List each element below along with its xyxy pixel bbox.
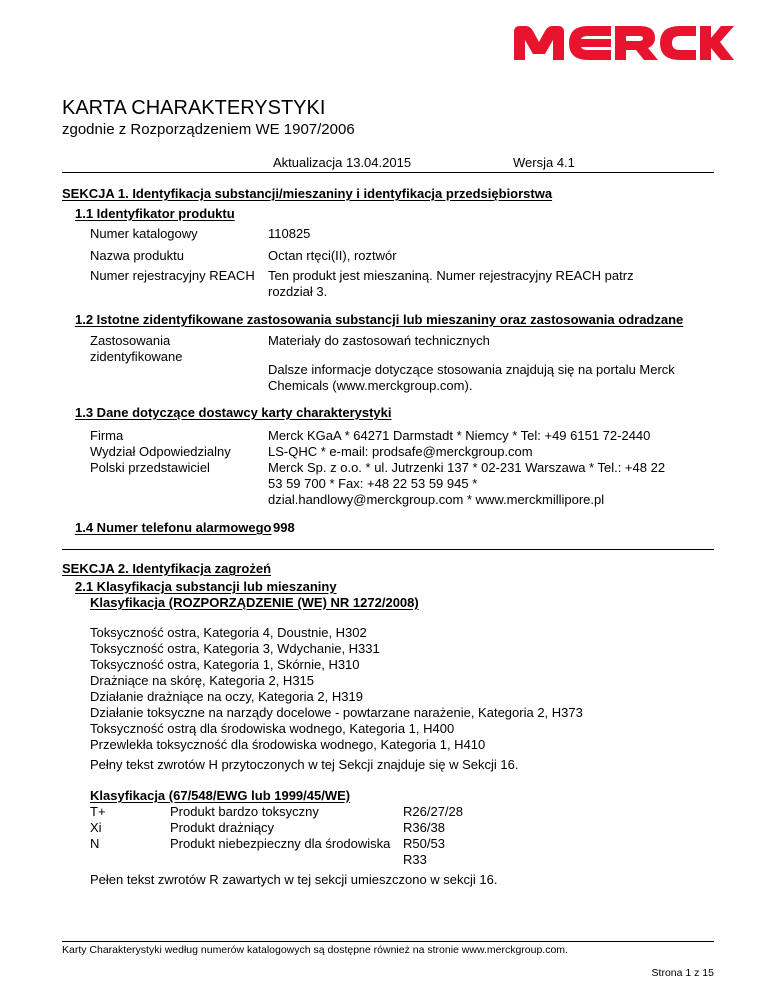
- r-phrase: R26/27/28: [403, 804, 463, 819]
- document-title: KARTA CHARAKTERYSTYKI: [62, 97, 326, 119]
- document-subtitle: zgodnie z Rozporządzeniem WE 1907/2006: [62, 121, 355, 138]
- h-statements-note: Pełny tekst zwrotów H przytoczonych w tej Sekcji znajduje się w Sekcji 16.: [90, 757, 519, 772]
- footer-note: Karty Charakterystyki według numerów katalogowych są dostępne również na stronie www.merckgroup.com.: [62, 944, 568, 956]
- hazard-list-item: Toksyczność ostra, Kategoria 4, Doustnie, H302: [90, 625, 367, 640]
- catalog-value: 110825: [268, 226, 311, 241]
- uses-label-line-2: zidentyfikowane: [90, 349, 183, 364]
- subsection-1-4-heading: 1.4 Numer telefonu alarmowego: [75, 520, 272, 535]
- firm-value: Merck KGaA * 64271 Darmstadt * Niemcy * Tel: +49 6151 72-2440: [268, 428, 651, 443]
- hazard-description: Produkt bardzo toksyczny: [170, 804, 319, 819]
- department-value: LS-QHC * e-mail: prodsafe@merckgroup.com: [268, 444, 533, 459]
- page-number: Strona 1 z 15: [651, 967, 714, 979]
- product-name-label: Nazwa produktu: [90, 248, 184, 263]
- header-divider: [62, 172, 714, 173]
- reach-value-line-1: Ten produkt jest mieszaniną. Numer rejestracyjny REACH patrz: [268, 268, 634, 283]
- hazard-description: Produkt drażniący: [170, 820, 275, 835]
- hazard-list-item: Toksyczność ostra, Kategoria 1, Skórnie, H310: [90, 657, 360, 672]
- hazard-list-item: Przewlekła toksyczność dla środowiska wodnego, Kategoria 1, H410: [90, 737, 486, 752]
- hazard-symbol: Xi: [90, 820, 102, 835]
- hazard-list-item: Drażniące na skórę, Kategoria 2, H315: [90, 673, 315, 688]
- hazard-symbol: T+: [90, 804, 106, 819]
- representative-value-line-1: Merck Sp. z o.o. * ul. Jutrzenki 137 * 02-231 Warszawa * Tel.: +48 22: [268, 460, 666, 475]
- r-phrase: R36/38: [403, 820, 445, 835]
- uses-value: Materiały do zastosowań technicznych: [268, 333, 490, 348]
- firm-label: Firma: [90, 428, 124, 443]
- r-phrase: R33: [403, 852, 427, 867]
- representative-label: Polski przedstawiciel: [90, 460, 210, 475]
- uses-info-line-1: Dalsze informacje dotyczące stosowania znajdują się na portalu Merck: [268, 362, 675, 377]
- hazard-list-item: Działanie toksyczne na narządy docelowe - powtarzane narażenie, Kategoria 2, H373: [90, 705, 583, 720]
- footer-divider: [62, 941, 714, 942]
- section-2-heading: SEKCJA 2. Identyfikacja zagrożeń: [62, 561, 272, 576]
- hazard-description: Produkt niebezpieczny dla środowiska: [170, 836, 391, 851]
- clp-classification-heading: Klasyfikacja (ROZPORZĄDZENIE (WE) NR 1272/2008): [90, 595, 419, 610]
- subsection-1-2-heading: 1.2 Istotne zidentyfikowane zastosowania substancji lub mieszaniny oraz zastosowania odradzane: [75, 312, 684, 327]
- uses-info-line-2: Chemicals (www.merckgroup.com).: [268, 378, 473, 393]
- version: Wersja 4.1: [513, 155, 575, 170]
- r-phrase: R50/53: [403, 836, 445, 851]
- section-divider: [62, 549, 714, 550]
- representative-value-line-3: dzial.handlowy@merckgroup.com * www.merckmillipore.pl: [268, 492, 605, 507]
- catalog-label: Numer katalogowy: [90, 226, 198, 241]
- hazard-list-item: Działanie drażniące na oczy, Kategoria 2, H319: [90, 689, 363, 704]
- update-date: Aktualizacja 13.04.2015: [273, 155, 412, 170]
- merck-logo: [512, 20, 734, 64]
- product-name-value: Octan rtęci(II), roztwór: [268, 248, 397, 263]
- r-phrases-note: Pełen tekst zwrotów R zawartych w tej sekcji umieszczono w sekcji 16.: [90, 872, 498, 887]
- subsection-1-1-heading: 1.1 Identyfikator produktu: [75, 206, 235, 221]
- section-1-heading: SEKCJA 1. Identyfikacja substancji/mieszaniny i identyfikacja przedsiębiorstwa: [62, 186, 553, 201]
- representative-value-line-2: 53 59 700 * Fax: +48 22 53 59 945 *: [268, 476, 478, 491]
- dsd-classification-heading: Klasyfikacja (67/548/EWG lub 1999/45/WE): [90, 788, 351, 803]
- subsection-2-1-heading: 2.1 Klasyfikacja substancji lub mieszaniny: [75, 579, 337, 594]
- reach-value-line-2: rozdział 3.: [268, 284, 328, 299]
- department-label: Wydział Odpowiedzialny: [90, 444, 231, 459]
- hazard-list-item: Toksyczność ostrą dla środowiska wodnego, Kategoria 1, H400: [90, 721, 455, 736]
- subsection-1-3-heading: 1.3 Dane dotyczące dostawcy karty charakterystyki: [75, 405, 392, 420]
- uses-label-line-1: Zastosowania: [90, 333, 171, 348]
- hazard-symbol: N: [90, 836, 100, 851]
- reach-label: Numer rejestracyjny REACH: [90, 268, 255, 283]
- emergency-number: 998: [273, 520, 295, 535]
- hazard-list-item: Toksyczność ostra, Kategoria 3, Wdychanie, H331: [90, 641, 380, 656]
